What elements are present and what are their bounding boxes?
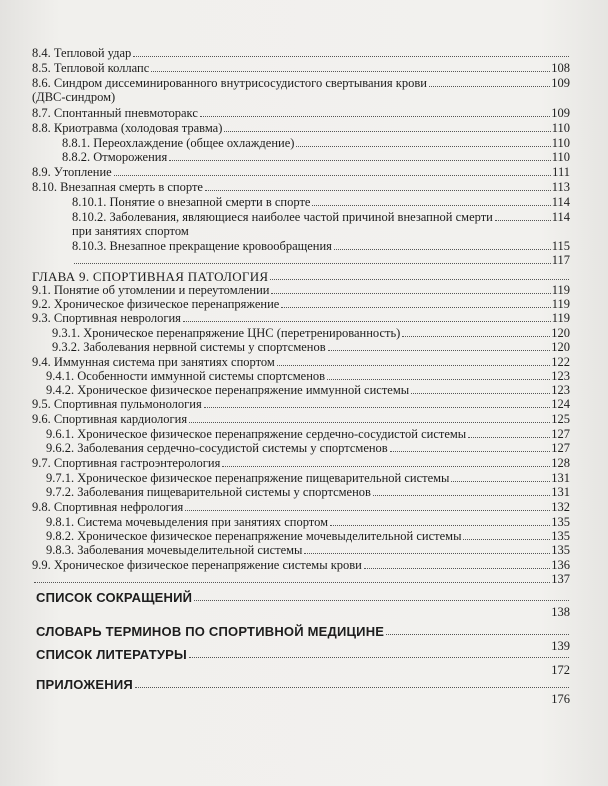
toc-page: 119 (551, 311, 570, 325)
toc-number: 9.1. (32, 283, 51, 297)
toc-page: 114 (551, 195, 570, 209)
toc-title: Тепловой удар (53, 46, 132, 60)
toc-entry (32, 312, 570, 325)
dot-leader (304, 553, 550, 554)
toc-entry (46, 428, 570, 441)
toc-number: 9.9. (32, 558, 51, 572)
toc-number: 9.4.1. (46, 369, 75, 383)
toc-page-only (36, 693, 570, 706)
toc-title: Хроническое физическое перенапряжение пищеварительной системы (77, 471, 450, 485)
toc-entry (32, 398, 570, 411)
toc-entry (46, 486, 570, 499)
toc-page: 125 (551, 412, 570, 426)
dot-leader (222, 466, 550, 467)
toc-page: 114 (551, 210, 570, 224)
toc-page: 138 (551, 605, 570, 619)
dot-leader (390, 451, 551, 452)
toc-number: 8.10.3. (72, 239, 107, 253)
toc-page: 111 (552, 165, 570, 179)
toc-page: 131 (551, 485, 570, 499)
toc-page: 128 (551, 456, 570, 470)
dot-leader (334, 249, 551, 250)
dot-leader (328, 350, 551, 351)
dot-leader (411, 393, 550, 394)
dot-leader (468, 437, 550, 438)
dot-leader (402, 336, 550, 337)
toc-title: Спортивная гастроэнтерология (53, 456, 221, 470)
toc-title: Заболевания, являющиеся наиболее частой причиной внезапной смерти (109, 210, 493, 224)
dot-leader (151, 71, 550, 72)
dot-leader (271, 293, 550, 294)
toc-number: 9.7.1. (46, 471, 75, 485)
toc-page: 108 (551, 61, 570, 75)
toc-number: 9.6. (32, 412, 51, 426)
toc-number: 8.10. (32, 180, 57, 194)
toc-title: Понятие об утомлении и переутомлении (53, 283, 270, 297)
toc-page: 135 (551, 515, 570, 529)
toc-title: Хроническое физическое перенапряжение сердечно-сосудистой системы (77, 427, 467, 441)
toc-page: 110 (551, 150, 570, 164)
toc-page-only (36, 606, 570, 619)
toc-section-glossary (36, 625, 570, 638)
dot-leader (364, 568, 550, 569)
dot-leader (169, 160, 550, 161)
toc-title: Заболевания мочевыделительной системы (77, 543, 303, 557)
dot-leader (204, 407, 551, 408)
toc-number: 9.3.2. (52, 340, 81, 354)
toc-title: Отморожения (93, 150, 168, 164)
toc-title: Спортивная нефрология (53, 500, 184, 514)
toc-title: Заболевания пищеварительной системы у спортсменов (77, 485, 371, 499)
dot-leader (330, 525, 550, 526)
toc-title: Тепловой коллапс (53, 61, 150, 75)
toc-entry (32, 298, 570, 311)
dot-leader (200, 116, 550, 117)
toc-number: 9.8.2. (46, 529, 75, 543)
toc-page: 123 (551, 369, 570, 383)
toc-page: 122 (551, 355, 570, 369)
toc-number: 9.6.2. (46, 441, 75, 455)
dot-leader (194, 600, 569, 601)
chapter-heading (32, 270, 570, 283)
toc-title: Переохлаждение (общее охлаждение) (93, 136, 295, 150)
toc-title: Спортивная кардиология (53, 412, 188, 426)
toc-page: 119 (551, 297, 570, 311)
dot-leader (185, 510, 550, 511)
toc-entry (32, 47, 570, 60)
toc-page: 132 (551, 500, 570, 514)
toc-entry (52, 327, 570, 340)
toc-entry (62, 151, 570, 164)
toc-entry (32, 181, 570, 194)
toc-title: Спортивная неврология (53, 311, 181, 325)
toc-entry (46, 472, 570, 485)
toc-title: Криотравма (холодовая травма) (53, 121, 223, 135)
toc-page: 139 (551, 639, 570, 653)
toc-entry (32, 501, 570, 514)
dot-leader (133, 56, 569, 57)
toc-entry (32, 356, 570, 369)
toc-title: Хроническое физическое перенапряжение системы крови (53, 558, 362, 572)
toc-number: 9.4.2. (46, 383, 75, 397)
toc-title: СПИСОК ЛИТЕРАТУРЫ (36, 647, 187, 662)
toc-page: 137 (551, 572, 570, 586)
toc-title: Понятие о внезапной смерти в спорте (109, 195, 311, 209)
toc-entry (72, 240, 570, 253)
toc-section-references (36, 648, 570, 661)
toc-page-only (36, 664, 570, 677)
toc-number: 8.8. (32, 121, 51, 135)
dot-leader (270, 279, 569, 280)
toc-entry (32, 559, 570, 572)
toc-entry (46, 516, 570, 529)
toc-number: 9.4. (32, 355, 51, 369)
toc-entry (46, 370, 570, 383)
toc-number: 8.8.1. (62, 136, 91, 150)
toc-number: 8.10.2. (72, 210, 107, 224)
toc-entry (46, 530, 570, 543)
toc-page: 110 (551, 121, 570, 135)
toc-page: 120 (551, 326, 570, 340)
dot-leader (34, 582, 550, 583)
toc-number: 8.10.1. (72, 195, 107, 209)
dot-leader (495, 220, 551, 221)
toc-entry-continued (72, 225, 570, 238)
toc-entry (32, 413, 570, 426)
toc-number: 9.3.1. (52, 326, 81, 340)
dot-leader (183, 321, 551, 322)
toc-entry (32, 457, 570, 470)
dot-leader (429, 86, 550, 87)
toc-number: 9.7.2. (46, 485, 75, 499)
toc-page: 172 (551, 663, 570, 677)
toc-page: 176 (551, 692, 570, 706)
toc-entry (32, 77, 570, 90)
toc-number: 8.9. (32, 165, 51, 179)
toc-page: 131 (551, 471, 570, 485)
dot-leader (277, 365, 550, 366)
toc-title: СЛОВАРЬ ТЕРМИНОВ ПО СПОРТИВНОЙ МЕДИЦИНЕ (36, 624, 385, 639)
toc-page: 127 (551, 441, 570, 455)
toc-page: 136 (551, 558, 570, 572)
toc-number: 9.5. (32, 397, 51, 411)
toc-title: Хроническое перенапряжение ЦНС (перетренированность) (83, 326, 401, 340)
toc-entry (32, 62, 570, 75)
toc-entry (46, 384, 570, 397)
toc-entry (32, 284, 570, 297)
dot-leader (451, 481, 550, 482)
toc-section-abbreviations (36, 591, 570, 604)
dot-leader (373, 495, 550, 496)
toc-page: 115 (551, 239, 570, 253)
dot-leader (135, 687, 569, 688)
toc-title: Особенности иммунной системы спортсменов (77, 369, 326, 383)
toc-page: 120 (551, 340, 570, 354)
toc-title: Утопление (53, 165, 112, 179)
toc-title: (ДВС-синдром) (32, 90, 116, 104)
toc-page: 124 (551, 397, 570, 411)
toc-page: 127 (551, 427, 570, 441)
toc-title: Внезапная смерть в спорте (60, 180, 203, 194)
dot-leader (189, 657, 569, 658)
toc-title: ПРИЛОЖЕНИЯ (36, 677, 133, 692)
toc-number: 9.7. (32, 456, 51, 470)
toc-title: Система мочевыделения при занятиях спортом (77, 515, 329, 529)
toc-number: 8.4. (32, 46, 51, 60)
toc-title: Хроническое физическое перенапряжение иммунной системы (77, 383, 410, 397)
toc-entry (32, 122, 570, 135)
toc-page: 109 (551, 76, 570, 90)
toc-page: 109 (551, 106, 570, 120)
toc-page: 123 (551, 383, 570, 397)
toc-title: Спортивная пульмонология (53, 397, 202, 411)
toc-number: 8.7. (32, 106, 51, 120)
toc-entry (46, 442, 570, 455)
toc-entry-continued (32, 91, 570, 104)
toc-page-only (72, 254, 570, 267)
toc-page: 117 (551, 253, 570, 267)
toc-number: 8.8.2. (62, 150, 91, 164)
toc-number: 9.8.1. (46, 515, 75, 529)
toc-number: 9.8.3. (46, 543, 75, 557)
toc-title: Внезапное прекращение кровообращения (109, 239, 332, 253)
toc-title: Заболевания нервной системы у спортсменов (83, 340, 326, 354)
toc-page: 113 (551, 180, 570, 194)
toc-title: Заболевания сердечно-сосудистой системы у спортсменов (77, 441, 388, 455)
dot-leader (463, 539, 550, 540)
toc-number: 9.6.1. (46, 427, 75, 441)
toc-entry (72, 211, 570, 224)
toc-title: Иммунная система при занятиях спортом (53, 355, 275, 369)
toc-number: 9.2. (32, 297, 51, 311)
dot-leader (74, 263, 551, 264)
toc-title: при занятиях спортом (72, 224, 189, 238)
dot-leader (312, 205, 550, 206)
toc-entry (52, 341, 570, 354)
dot-leader (205, 190, 551, 191)
toc-title: Хроническое физическое перенапряжение (53, 297, 280, 311)
toc-entry (32, 107, 570, 120)
dot-leader (296, 146, 550, 147)
toc-title: ГЛАВА 9. СПОРТИВНАЯ ПАТОЛОГИЯ (32, 269, 269, 284)
toc-entry (62, 137, 570, 150)
dot-leader (114, 175, 551, 176)
dot-leader (224, 131, 550, 132)
toc-title: СПИСОК СОКРАЩЕНИЙ (36, 590, 193, 605)
toc-page: 119 (551, 283, 570, 297)
toc-number: 8.5. (32, 61, 51, 75)
toc-page: 135 (551, 543, 570, 557)
toc-number: 8.6. (32, 76, 51, 90)
toc-page: 135 (551, 529, 570, 543)
toc-title: Синдром диссеминированного внутрисосудистого свертывания крови (53, 76, 427, 90)
toc-entry (46, 544, 570, 557)
toc-entry (72, 196, 570, 209)
toc-title: Спонтанный пневмоторакс (53, 106, 198, 120)
toc-section-appendices (36, 678, 570, 691)
toc-page-only (32, 573, 570, 586)
toc-title: Хроническое физическое перенапряжение мочевыделительной системы (77, 529, 462, 543)
toc-number: 9.3. (32, 311, 51, 325)
dot-leader (386, 634, 569, 635)
toc-number: 9.8. (32, 500, 51, 514)
dot-leader (189, 422, 550, 423)
toc-entry (32, 166, 570, 179)
dot-leader (281, 307, 550, 308)
dot-leader (327, 379, 550, 380)
toc-page: 110 (551, 136, 570, 150)
